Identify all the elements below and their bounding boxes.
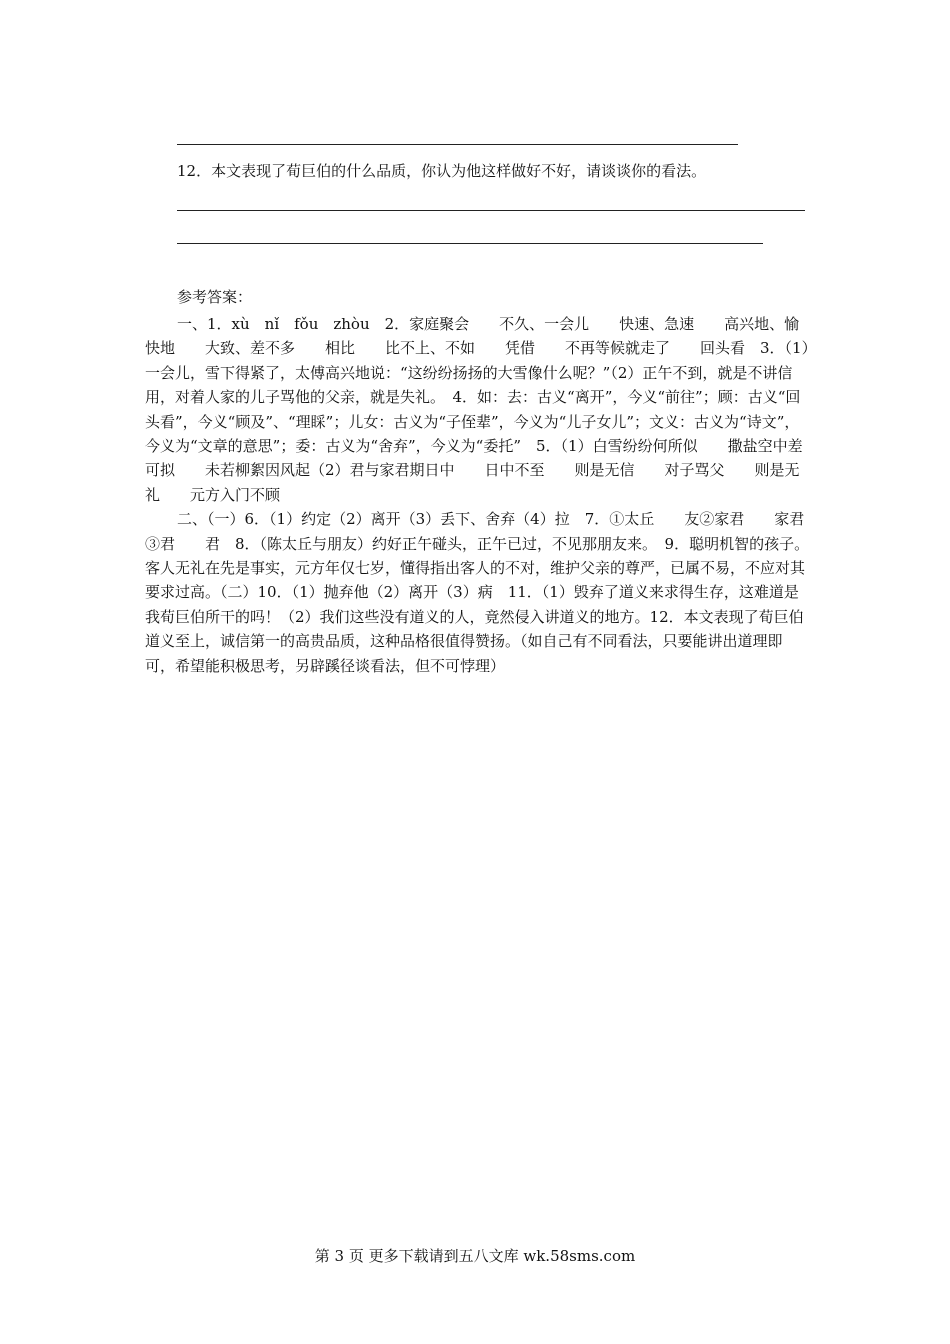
answer-line-2	[177, 243, 763, 244]
answer-title: 参考答案：	[177, 288, 253, 306]
answer-part-1: 一、1．xù nǐ fǒu zhòu 2．家庭聚会 不久、一会儿 快速、急速 高兴地、愉快地 大致、差不多 相比 比不上、不如 凭借 不再等候就走了 回头看 3．（1）一会儿，雪下得紧了，太傅高兴地说：“这纷纷扬扬的大雪像什么呢？”（2）正午不到，就是不讲信用，对着人家的儿子骂他的父亲，就是失礼。 4．如：去：古义“离开”，今义“前往”；顾：古义“回头看”，今义“顾及”、“理睬”；儿女：古义为“子侄辈”，今义为“儿子女儿”；文义：古义为“诗文”，今义为“文章的意思”；委：古义为“舍弃”，今义为“委托” 5．（1）白雪纷纷何所似 撒盐空中差可拟 未若柳絮因风起（2）君与家君期日中 日中不至 则是无信 对子骂父 则是无礼 元方入门不顾	[145, 315, 810, 504]
question-12: 12．本文表现了荀巨伯的什么品质，你认为他这样做好不好，请谈谈你的看法。	[177, 162, 707, 180]
answer-body	[145, 312, 810, 678]
answer-part-2: 二、（一）6．（1）约定（2）离开（3）丢下、舍弃（4）拉 7．①太丘 友②家君 家君③君 君 8．（陈太丘与朋友）约好正午碰头，正午已过，不见那朋友来。 9．聪明机智的孩子。客人无礼在先是事实，元方年仅七岁，懂得指出客人的不对，维护父亲的尊严，已属不易，不应对其要求过高。（二）10．（1）抛弃他（2）离开（3）病 11．（1）毁弃了道义来求得生存，这难道是我荀巨伯所干的吗！（2）我们这些没有道义的人，竟然侵入讲道义的地方。12．本文表现了荀巨伯道义至上，诚信第一的高贵品质，这种品格很值得赞扬。（如自己有不同看法，只要能讲出道理即可，希望能积极思考，另辟蹊径谈看法，但不可悖理）	[145, 510, 810, 675]
answer-line-top	[177, 144, 738, 145]
answer-line-1	[177, 210, 805, 211]
page-footer: 第 3 页 更多下载请到五八文库 wk.58sms.com	[314, 1247, 636, 1265]
